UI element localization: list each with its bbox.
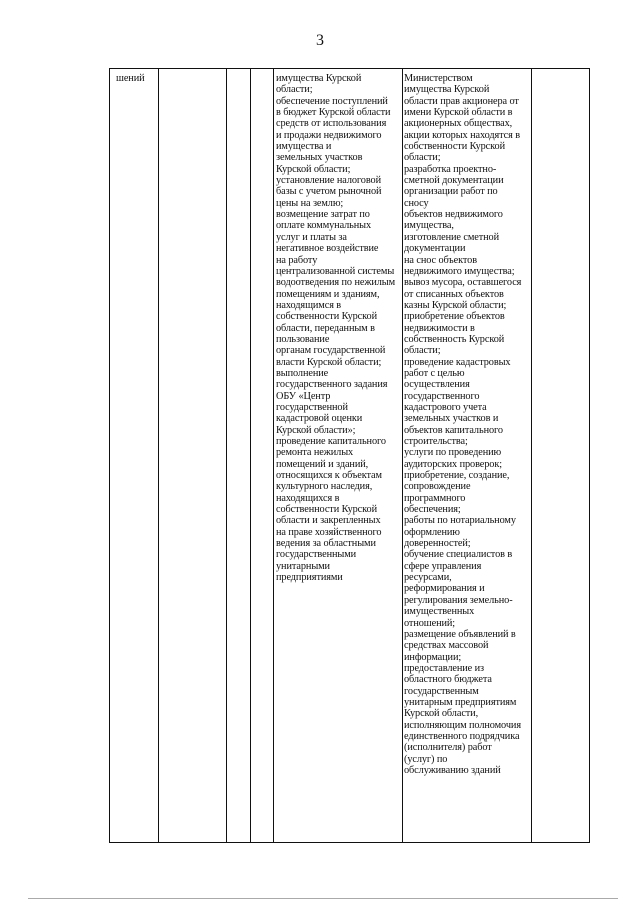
text-line: собственности Курской	[276, 504, 377, 516]
text-line: области;	[404, 345, 441, 357]
text-line: в бюджет Курской области	[276, 107, 391, 119]
text-line: Курской области»;	[276, 424, 356, 436]
text-line: информации;	[404, 651, 462, 663]
table-cell-column-6	[404, 73, 521, 776]
text-line: реформирования и	[404, 583, 485, 595]
text-line: Курской области,	[404, 708, 479, 720]
table-column-divider	[158, 69, 159, 842]
text-line: услуг и платы за	[276, 231, 347, 243]
table-column-divider	[250, 69, 251, 842]
text-line: цены на землю;	[276, 197, 344, 209]
text-line: приобретение, создание,	[404, 470, 510, 482]
text-line: имущества Курской	[404, 84, 490, 96]
text-line: кадастрового учета	[404, 401, 487, 413]
text-line: имущества,	[404, 220, 454, 232]
text-line: недвижимости в	[404, 322, 475, 334]
text-line: области;	[276, 84, 313, 96]
text-line: работ с целью	[404, 367, 465, 379]
text-line: проведение капитального	[276, 436, 386, 447]
text-line: размещение объявлений в	[404, 628, 516, 640]
text-line: организации работ по	[404, 186, 498, 198]
text-line: обеспечения;	[404, 504, 461, 516]
text-line: (исполнителя) работ	[404, 742, 492, 754]
text-line: доверенностей;	[404, 538, 471, 550]
text-line: на работу	[276, 254, 318, 266]
text-line: осуществления	[404, 379, 470, 391]
text-line: области и закрепленных	[276, 515, 381, 527]
text-line: унитарным предприятиям	[404, 696, 517, 708]
text-line: имущества Курской	[276, 73, 362, 84]
text-line: земельных участков	[276, 152, 363, 164]
text-line: средствах массовой	[404, 640, 489, 652]
text-line: государственного задания	[276, 379, 388, 391]
text-line: аудиторских проверок;	[404, 458, 503, 470]
text-line: унитарными	[276, 560, 330, 572]
table-column-divider	[402, 69, 403, 842]
text-line: собственности Курской	[276, 311, 377, 323]
text-line: акции которых находятся в	[404, 129, 521, 141]
text-line: Министерством	[404, 73, 473, 84]
text-line: оплате коммунальных	[276, 220, 372, 232]
text-line: (услуг) по	[404, 753, 448, 765]
scan-edge-line	[28, 898, 618, 899]
text-line: разработка проектно-	[404, 163, 497, 175]
text-line: области, переданным в	[276, 322, 375, 334]
text-line: сопровождение	[404, 481, 471, 493]
text-line: имущества и	[276, 141, 332, 153]
text-line: и продажи недвижимого	[276, 129, 382, 141]
table-cell-column-5	[276, 73, 395, 583]
text-line: сфере управления	[404, 560, 482, 572]
text-line: области;	[404, 152, 441, 164]
text-line: проведение кадастровых	[404, 356, 511, 368]
text-line: недвижимого имущества;	[404, 265, 515, 277]
text-line: объектов капитального	[404, 424, 503, 436]
text-line: средств от использования	[276, 118, 387, 130]
text-line: сносу	[404, 197, 429, 209]
text-line: ОБУ «Центр	[276, 390, 331, 402]
text-line: ремонта нежилых	[276, 447, 354, 459]
text-line: установление налоговой	[276, 175, 381, 187]
text-line: государственной	[276, 401, 348, 413]
text-line: государственного	[404, 390, 480, 402]
text-line: казны Курской области;	[404, 299, 507, 311]
text-line: работы по нотариальному	[404, 515, 516, 527]
text-line: помещений и зданий,	[276, 458, 369, 470]
text-line: водоотведения по нежилым	[276, 277, 396, 289]
text-line: ресурсами,	[404, 572, 452, 584]
text-line: государственными	[276, 549, 357, 561]
text-line: имени Курской области в	[404, 107, 513, 119]
text-line: имущественных	[404, 606, 475, 618]
text-line: базы с учетом рыночной	[276, 186, 382, 198]
text-line: акционерных обществах,	[404, 118, 513, 130]
text-line: собственность Курской	[404, 333, 505, 345]
text-line: программного	[404, 492, 466, 504]
table-column-divider	[226, 69, 227, 842]
text-line: исполняющим полномочия	[404, 719, 521, 731]
text-line: возмещение затрат по	[276, 209, 370, 221]
text-line: ведения за областными	[276, 538, 376, 550]
text-line: приобретение объектов	[404, 311, 505, 323]
text-line: от списанных объектов	[404, 288, 504, 300]
table	[109, 68, 590, 843]
text-line: находящимся в	[276, 299, 342, 311]
text-line: предприятиями	[276, 572, 343, 584]
text-line: единственного подрядчика	[404, 730, 520, 742]
text-line: на праве хозяйственного	[276, 526, 382, 538]
table-column-divider	[273, 69, 274, 842]
text-line: объектов недвижимого	[404, 209, 503, 221]
text-line: негативное воздействие	[276, 243, 379, 255]
table-cell-column-1: шений	[116, 73, 145, 84]
text-line: обучение специалистов в	[404, 549, 513, 561]
text-line: строительства;	[404, 436, 468, 447]
text-line: областного бюджета	[404, 674, 492, 686]
text-line: выполнение	[276, 367, 329, 379]
text-line: власти Курской области;	[276, 356, 382, 368]
text-line: государственным	[404, 685, 479, 697]
text-line: централизованной системы	[276, 265, 395, 277]
text-line: Курской области;	[276, 163, 351, 175]
text-line: обеспечение поступлений	[276, 95, 388, 107]
text-line: отношений;	[404, 617, 456, 629]
text-line: органам государственной	[276, 345, 386, 357]
text-line: находящихся в	[276, 492, 340, 504]
text-line: регулирования земельно-	[404, 594, 513, 606]
text-line: относящихся к объектам	[276, 470, 382, 482]
text-line: услуги по проведению	[404, 447, 502, 459]
text-line: сметной документации	[404, 175, 504, 187]
text-line: оформлению	[404, 526, 460, 538]
text-line: пользование	[276, 333, 330, 345]
text-line: области прав акционера от	[404, 95, 519, 107]
page-number: 3	[316, 32, 324, 49]
text-line: предоставление из	[404, 662, 484, 674]
text-line: обслуживанию зданий	[404, 764, 501, 776]
text-line: на снос объектов	[404, 254, 477, 266]
text-line: собственности Курской	[404, 141, 505, 153]
text-line: культурного наследия,	[276, 481, 373, 493]
text-line: документации	[404, 243, 466, 255]
text-line: помещениям и зданиям,	[276, 288, 380, 300]
text-line: изготовление сметной	[404, 231, 499, 243]
text-line: земельных участков и	[404, 413, 499, 425]
text-line: кадастровой оценки	[276, 413, 363, 425]
text-line: вывоз мусора, оставшегося	[404, 277, 522, 289]
table-column-divider	[531, 69, 532, 842]
